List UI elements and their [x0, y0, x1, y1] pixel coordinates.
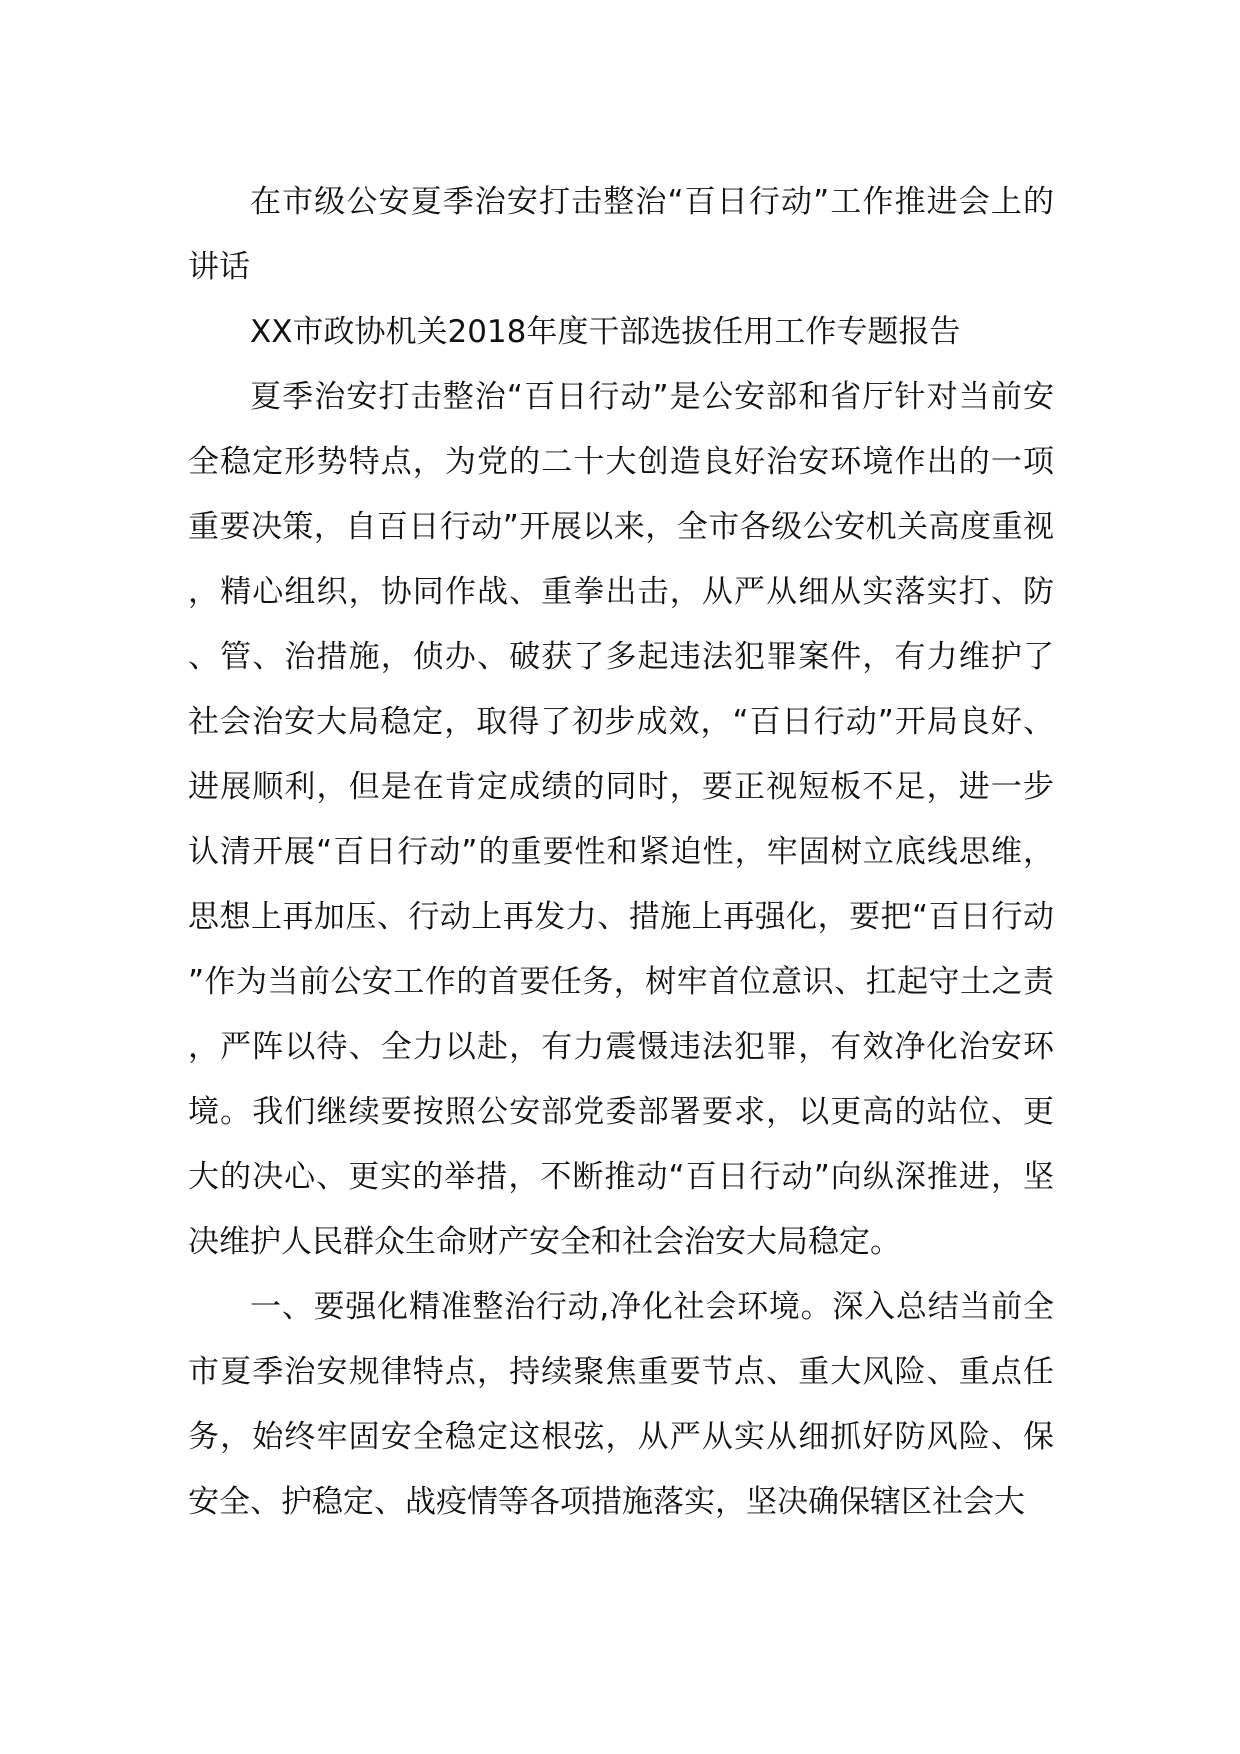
body-paragraph-1: 夏季治安打击整治“百日行动”是公安部和省厅针对当前安全稳定形势特点，为党的二十大创造良好治安环境作出的一项重要决策，自百日行动”开展以来，全市各级公安机关高度重视，精心组织，协同作战、重拳出击，从严从细从实落实打、防、管、治措施，侦办、破获了多起违法犯罪案件，有力维护了社会治安大局稳定，取得了初步成效，“百日行动”开局良好、进展顺利，但是在肯定成绩的同时，要正视短板不足，进一步认清开展“百日行动”的重要性和紧迫性，牢固树立底线思维，思想上再加压、行动上再发力、措施上再强化，要把“百日行动”作为当前公安工作的首要任务，树牢首位意识、扛起守土之责，严阵以待、全力以赴，有力震慑违法犯罪，有效净化治安环境。我们继续要按照公安部党委部署要求，以更高的站位、更大的决心、更实的举措，不断推动“百日行动”向纵深推进，坚决维护人民群众生命财产安全和社会治安大局稳定。 — [188, 379, 1054, 1260]
document-page — [188, 170, 1054, 1535]
document-subtitle: XX市政协机关2018年度干部选拔任用工作专题报告 — [250, 314, 961, 350]
document-title: 在市级公安夏季治安打击整治“百日行动”工作推进会上的讲话 — [188, 184, 1054, 285]
body-paragraph-2: 一、要强化精准整治行动,净化社会环境。深入总结当前全市夏季治安规律特点，持续聚焦重要节点、重大风险、重点任务，始终牢固安全稳定这根弦，从严从实从细抓好防风险、保安全、护稳定、战疫情等各项措施落实，坚决确保辖区社会大 — [188, 1289, 1054, 1520]
